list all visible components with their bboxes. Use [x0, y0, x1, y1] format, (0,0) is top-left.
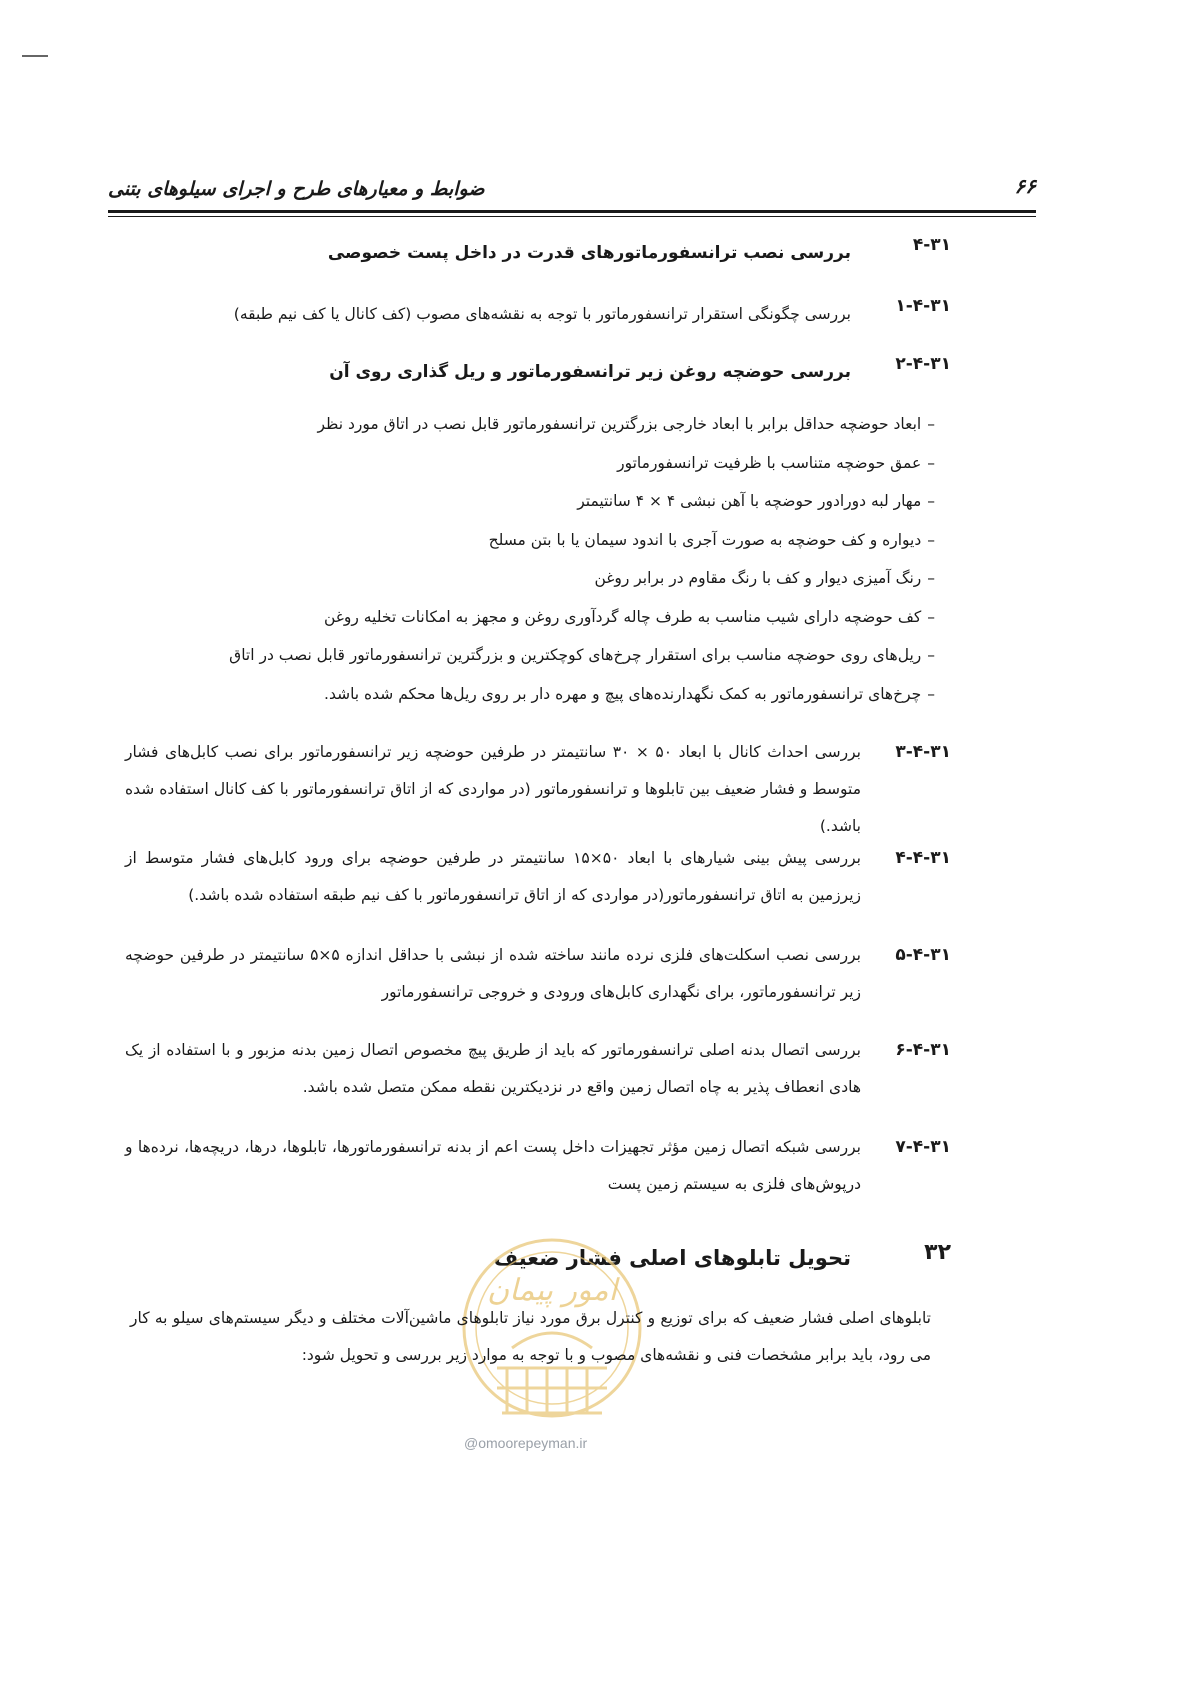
header-rule-thin [108, 216, 1036, 217]
section-text: بررسی نصب اسکلت‌های فلزی نرده مانند ساخته شده از نبشی با حداقل اندازه ۵×۵ سانتیمتر در طرفین حوضچه زیر ترانسفورماتور، برای نگهداری کابل‌های ورودی و خروجی ترانسفورماتور [125, 946, 861, 1001]
page-number: ۶۶ [1014, 174, 1036, 198]
watermark-text: امور پیمان [487, 1273, 617, 1308]
section-number: ۶-۴-۳۱ [895, 1040, 951, 1060]
section-text: بررسی پیش بینی شیارهای با ابعاد ۵۰×۱۵ سانتیمتر در طرفین حوضچه برای ورود کابل‌های فشار متوسط از زیرزمین به اتاق ترانسفورماتور(در مواردی که از اتاق ترانسفورماتور با کف نیم طبقه استفاده شده باشد.) [125, 849, 861, 904]
list-item: –عمق حوضچه متناسب با ظرفیت ترانسفورماتور [617, 453, 935, 472]
running-title: ضوابط و معیارهای طرح و اجرای سیلوهای بتنی [108, 178, 485, 200]
section-text: بررسی شبکه اتصال زمین مؤثر تجهیزات داخل پست اعم از بدنه ترانسفورماتورها، تابلوها، درها، دریچه‌ها، نرده‌ها و درپوش‌های فلزی به سیستم زمین پست [125, 1138, 861, 1193]
bullet-list [100, 405, 935, 713]
section-text: بررسی چگونگی استقرار ترانسفورماتور با توجه به نقشه‌های مصوب (کف کانال یا کف نیم طبقه) [233, 305, 851, 323]
section-number: ۷-۴-۳۱ [895, 1137, 951, 1157]
list-item: –مهار لبه دورادور حوضچه با آهن نبشی ۴ × ۴ سانتیمتر [577, 492, 935, 510]
section-number: ۳۲ [924, 1240, 951, 1265]
section-title: بررسی نصب ترانسفورماتورهای قدرت در داخل پست خصوصی [327, 243, 851, 263]
list-item: –کف حوضچه دارای شیب مناسب به طرف چاله گردآوری روغن و مجهز به امکانات تخلیه روغن [323, 607, 935, 626]
list-item: –ابعاد حوضچه حداقل برابر با ابعاد خارجی بزرگترین ترانسفورماتور قابل نصب در اتاق مورد نظر [317, 415, 935, 433]
section-number: ۳-۴-۳۱ [895, 742, 951, 762]
corner-mark [22, 55, 48, 57]
page-header [108, 168, 1036, 228]
section-number: ۴-۳۱ [912, 235, 951, 255]
list-item: –چرخ‌های ترانسفورماتور به کمک نگهدارنده‌های پیچ و مهره دار بر روی ریل‌ها محکم شده باشد. [324, 684, 935, 703]
section-title: تحویل تابلوهای اصلی فشار ضعیف [493, 1246, 851, 1270]
intro-paragraph: تابلوهای اصلی فشار ضعیف که برای توزیع و کنترل برق مورد نیاز تابلوهای ماشین‌آلات مختلف و دیگر سیستم‌های سیلو به کار می رود، باید برابر مشخصات فنی و نقشه‌های مصوب و با توجه به موارد زیر بررسی و تحویل شود: [130, 1309, 931, 1364]
watermark-url: @omoorepeyman.ir [464, 1435, 588, 1451]
section-number: ۱-۴-۳۱ [895, 296, 951, 316]
section-title: بررسی حوضچه روغن زیر ترانسفورماتور و ریل گذاری روی آن [329, 362, 851, 382]
list-item: –ریل‌های روی حوضچه مناسب برای استقرار چرخ‌های کوچکترین و بزرگترین ترانسفورماتور قابل نصب در اتاق [229, 646, 935, 664]
section-number: ۴-۴-۳۱ [895, 848, 951, 868]
header-rule-thick [108, 210, 1036, 213]
section-number: ۲-۴-۳۱ [895, 354, 951, 374]
section-text: بررسی اتصال بدنه اصلی ترانسفورماتور که باید از طریق پیچ مخصوص اتصال زمین بدنه مزبور و با استفاده از یک هادی انعطاف پذیر به چاه اتصال زمین واقع در نزدیکترین نقطه ممکن متصل شده باشد. [125, 1041, 861, 1096]
section-number: ۵-۴-۳۱ [895, 945, 951, 965]
section-text: بررسی احداث کانال با ابعاد ۵۰ × ۳۰ سانتیمتر در طرفین حوضچه زیر ترانسفورماتور برای نصب کابل‌های فشار متوسط و فشار ضعیف بین تابلوها و ترانسفورماتور (در مواردی که از اتاق ترانسفورماتور با کف کانال استفاده شده باشد.) [125, 743, 861, 835]
list-item: –رنگ آمیزی دیوار و کف با رنگ مقاوم در برابر روغن [594, 569, 935, 587]
list-item: –دیواره و کف حوضچه به صورت آجری با اندود سیمان یا با بتن مسلح [488, 530, 935, 549]
